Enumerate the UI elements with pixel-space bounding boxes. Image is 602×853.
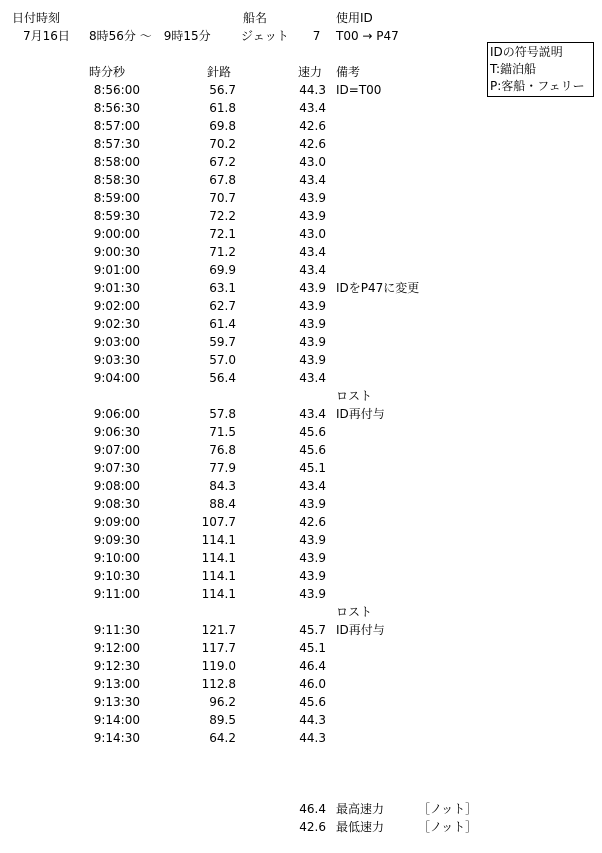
row-course: 56.4 (209, 371, 236, 385)
max-speed-label: 最高速力 (336, 802, 385, 816)
row-speed: 42.6 (299, 119, 326, 133)
row-course: 57.0 (209, 353, 236, 367)
row-course: 62.7 (209, 299, 236, 313)
row-speed: 45.6 (299, 695, 326, 709)
row-course: 64.2 (209, 731, 236, 745)
row-time: 8:58:00 (93, 155, 140, 169)
row-time: 8:57:00 (93, 119, 140, 133)
row-course: 114.1 (201, 551, 236, 565)
row-speed: 45.1 (299, 461, 326, 475)
row-speed: 43.9 (299, 497, 326, 511)
min-speed-unit: ［ノット］ (418, 820, 478, 834)
row-course: 84.3 (209, 479, 236, 493)
row-course: 77.9 (209, 461, 236, 475)
min-speed-value: 42.6 (299, 820, 326, 834)
row-course: 89.5 (209, 713, 236, 727)
row-course: 56.7 (209, 83, 236, 97)
row-time: 9:13:30 (93, 695, 140, 709)
row-time: 9:03:00 (93, 335, 140, 349)
row-speed: 43.4 (299, 245, 326, 259)
row-speed: 43.9 (299, 209, 326, 223)
row-course: 71.2 (209, 245, 236, 259)
row-course: 76.8 (209, 443, 236, 457)
row-speed: 43.4 (299, 479, 326, 493)
row-time: 9:14:30 (93, 731, 140, 745)
row-time: 9:04:00 (93, 371, 140, 385)
row-course: 71.5 (209, 425, 236, 439)
row-time: 9:06:00 (93, 407, 140, 421)
row-speed: 43.4 (299, 101, 326, 115)
row-course: 119.0 (201, 659, 236, 673)
ship-name-value: ジェット 7 (241, 29, 321, 43)
row-time: 9:07:30 (93, 461, 140, 475)
row-time: 9:08:00 (93, 479, 140, 493)
row-time: 9:10:30 (93, 569, 140, 583)
row-speed: 43.9 (299, 281, 326, 295)
row-course: 114.1 (201, 533, 236, 547)
max-speed-value: 46.4 (299, 802, 326, 816)
max-speed-unit: ［ノット］ (418, 802, 478, 816)
row-speed: 45.1 (299, 641, 326, 655)
row-speed: 44.3 (299, 83, 326, 97)
row-time: 9:06:30 (93, 425, 140, 439)
row-course: 61.8 (209, 101, 236, 115)
row-speed: 43.4 (299, 263, 326, 277)
row-time: 9:14:00 (93, 713, 140, 727)
used-id-label: 使用ID (336, 11, 373, 25)
row-time: 8:56:00 (93, 83, 140, 97)
row-speed: 43.9 (299, 569, 326, 583)
row-course: 63.1 (209, 281, 236, 295)
row-time: 9:11:00 (93, 587, 140, 601)
row-remark: ID再付与 (336, 407, 385, 421)
row-speed: 43.9 (299, 191, 326, 205)
column-header-time: 時分秒 (89, 65, 126, 79)
row-speed: 43.9 (299, 353, 326, 367)
min-speed-label: 最低速力 (336, 820, 385, 834)
row-speed: 43.9 (299, 587, 326, 601)
row-speed: 43.0 (299, 155, 326, 169)
row-speed: 42.6 (299, 137, 326, 151)
row-speed: 43.9 (299, 533, 326, 547)
row-course: 69.8 (209, 119, 236, 133)
row-course: 107.7 (201, 515, 236, 529)
row-time: 8:59:30 (93, 209, 140, 223)
row-time: 9:00:00 (93, 227, 140, 241)
row-time: 9:02:30 (93, 317, 140, 331)
column-header-remarks: 備考 (336, 65, 361, 79)
row-time: 9:08:30 (93, 497, 140, 511)
time-range-value: 8時56分 ～ 9時15分 (89, 29, 211, 43)
row-remark: ロスト (336, 605, 373, 619)
ship-name-label: 船名 (243, 11, 268, 25)
row-speed: 43.0 (299, 227, 326, 241)
row-speed: 45.6 (299, 425, 326, 439)
row-time: 9:09:30 (93, 533, 140, 547)
legend-item-p: P:客船・フェリー (490, 79, 585, 93)
column-header-course: 針路 (207, 65, 232, 79)
row-course: 69.9 (209, 263, 236, 277)
row-course: 67.2 (209, 155, 236, 169)
row-course: 72.2 (209, 209, 236, 223)
row-speed: 45.6 (299, 443, 326, 457)
row-course: 70.7 (209, 191, 236, 205)
row-course: 88.4 (209, 497, 236, 511)
row-speed: 46.0 (299, 677, 326, 691)
row-time: 9:13:00 (93, 677, 140, 691)
row-time: 9:02:00 (93, 299, 140, 313)
row-course: 67.8 (209, 173, 236, 187)
row-speed: 43.9 (299, 335, 326, 349)
row-time: 9:01:00 (93, 263, 140, 277)
id-code-legend (487, 42, 594, 97)
row-time: 9:09:00 (93, 515, 140, 529)
row-course: 114.1 (201, 569, 236, 583)
row-time: 8:58:30 (93, 173, 140, 187)
row-speed: 43.9 (299, 299, 326, 313)
row-speed: 44.3 (299, 731, 326, 745)
row-course: 121.7 (201, 623, 236, 637)
row-time: 8:59:00 (93, 191, 140, 205)
row-course: 72.1 (209, 227, 236, 241)
row-time: 9:12:00 (93, 641, 140, 655)
row-course: 114.1 (201, 587, 236, 601)
row-speed: 43.9 (299, 551, 326, 565)
row-time: 8:56:30 (93, 101, 140, 115)
row-remark: ID=T00 (336, 83, 382, 97)
row-course: 70.2 (209, 137, 236, 151)
date-time-label: 日付時刻 (12, 11, 61, 25)
legend-title: IDの符号説明 (490, 45, 563, 59)
row-time: 9:11:30 (93, 623, 140, 637)
row-speed: 43.9 (299, 317, 326, 331)
date-value: 7月16日 (23, 29, 70, 43)
row-course: 59.7 (209, 335, 236, 349)
row-time: 9:10:00 (93, 551, 140, 565)
row-time: 8:57:30 (93, 137, 140, 151)
row-time: 9:01:30 (93, 281, 140, 295)
row-remark: ID再付与 (336, 623, 385, 637)
row-course: 117.7 (201, 641, 236, 655)
row-speed: 43.4 (299, 407, 326, 421)
id-change-value: T00 → P47 (336, 29, 399, 43)
row-speed: 46.4 (299, 659, 326, 673)
row-course: 96.2 (209, 695, 236, 709)
row-time: 9:00:30 (93, 245, 140, 259)
row-speed: 43.4 (299, 371, 326, 385)
row-time: 9:03:30 (93, 353, 140, 367)
legend-item-t: T:錨泊船 (490, 62, 537, 76)
row-time: 9:07:00 (93, 443, 140, 457)
row-speed: 42.6 (299, 515, 326, 529)
row-course: 112.8 (201, 677, 236, 691)
row-speed: 44.3 (299, 713, 326, 727)
row-time: 9:12:30 (93, 659, 140, 673)
row-speed: 45.7 (299, 623, 326, 637)
row-course: 57.8 (209, 407, 236, 421)
row-speed: 43.4 (299, 173, 326, 187)
column-header-speed: 速力 (298, 65, 323, 79)
row-remark: IDをP47に変更 (336, 281, 420, 295)
row-remark: ロスト (336, 389, 373, 403)
row-course: 61.4 (209, 317, 236, 331)
